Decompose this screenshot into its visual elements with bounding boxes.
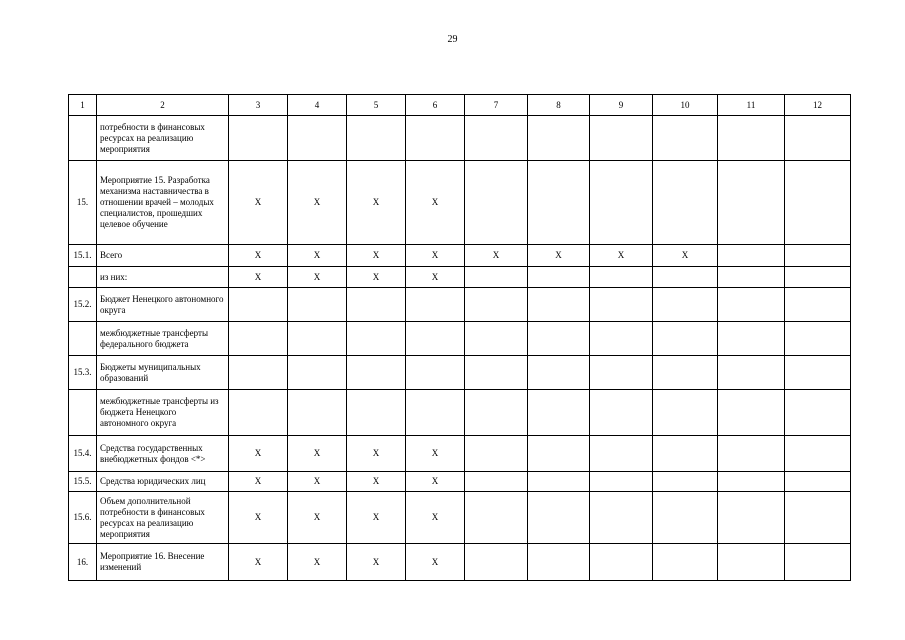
mark-cell [288,390,347,436]
mark-cell [785,322,851,356]
mark-cell [465,544,528,581]
mark-cell [785,161,851,245]
mark-cell [785,356,851,390]
mark-cell [653,472,718,492]
mark-cell: X [288,544,347,581]
table-row [69,472,851,492]
mark-cell [653,492,718,544]
mark-cell: X [528,245,590,267]
row-number [69,322,97,356]
table-row [69,436,851,472]
mark-cell [288,116,347,161]
table-row [69,492,851,544]
mark-cell [347,288,406,322]
column-header: 4 [288,95,347,116]
mark-cell [229,390,288,436]
mark-cell [785,245,851,267]
row-name: межбюджетные трансферты федерального бюджета [97,322,229,356]
table-row [69,267,851,288]
mark-cell [590,544,653,581]
mark-cell [785,436,851,472]
mark-cell [653,288,718,322]
row-number [69,390,97,436]
mark-cell [718,288,785,322]
mark-cell [590,322,653,356]
mark-cell [465,472,528,492]
mark-cell: X [406,161,465,245]
table-row [69,161,851,245]
row-number: 15.3. [69,356,97,390]
mark-cell [528,356,590,390]
column-header: 8 [528,95,590,116]
table-row [69,116,851,161]
mark-cell [528,161,590,245]
column-header: 6 [406,95,465,116]
mark-cell: X [229,472,288,492]
mark-cell [785,390,851,436]
row-number [69,267,97,288]
mark-cell: X [229,492,288,544]
mark-cell: X [229,161,288,245]
mark-cell [465,267,528,288]
mark-cell [718,356,785,390]
mark-cell [785,544,851,581]
mark-cell [718,267,785,288]
mark-cell: X [288,472,347,492]
row-number: 15. [69,161,97,245]
mark-cell: X [347,472,406,492]
mark-cell [528,322,590,356]
mark-cell: X [288,161,347,245]
mark-cell [465,288,528,322]
mark-cell [465,322,528,356]
row-name: Мероприятие 15. Разработка механизма наставничества в отношении врачей – молодых специалистов, прошедших целевое обучение [97,161,229,245]
row-name: Средства юридических лиц [97,472,229,492]
mark-cell [229,116,288,161]
mark-cell [590,492,653,544]
mark-cell: X [347,544,406,581]
row-name: Объем дополнительной потребности в финансовых ресурсах на реализацию мероприятия [97,492,229,544]
mark-cell [590,472,653,492]
row-name: межбюджетные трансферты из бюджета Ненецкого автономного округа [97,390,229,436]
mark-cell [590,267,653,288]
mark-cell [590,436,653,472]
mark-cell: X [590,245,653,267]
row-name: из них: [97,267,229,288]
mark-cell [590,356,653,390]
mark-cell: X [288,267,347,288]
mark-cell: X [288,436,347,472]
mark-cell: X [347,161,406,245]
mark-cell [718,116,785,161]
table-row [69,544,851,581]
mark-cell [590,288,653,322]
mark-cell [528,544,590,581]
mark-cell: X [406,245,465,267]
mark-cell [229,356,288,390]
mark-cell [653,322,718,356]
table-row [69,390,851,436]
mark-cell: X [229,544,288,581]
mark-cell [718,492,785,544]
row-name: Бюджеты муниципальных образований [97,356,229,390]
column-header: 10 [653,95,718,116]
mark-cell [347,116,406,161]
mark-cell [465,492,528,544]
column-header: 9 [590,95,653,116]
row-number: 15.1. [69,245,97,267]
mark-cell [406,288,465,322]
column-header: 5 [347,95,406,116]
mark-cell [528,492,590,544]
row-name: Средства государственных внебюджетных фондов <*> [97,436,229,472]
mark-cell: X [347,245,406,267]
mark-cell [785,472,851,492]
mark-cell [590,116,653,161]
mark-cell: X [288,245,347,267]
row-number: 16. [69,544,97,581]
mark-cell [718,390,785,436]
mark-cell [406,356,465,390]
mark-cell: X [465,245,528,267]
mark-cell [347,322,406,356]
mark-cell: X [406,436,465,472]
mark-cell [718,544,785,581]
mark-cell [718,161,785,245]
mark-cell [653,116,718,161]
mark-cell: X [288,492,347,544]
table-row [69,322,851,356]
mark-cell [406,116,465,161]
mark-cell: X [653,245,718,267]
mark-cell: X [229,245,288,267]
mark-cell: X [406,267,465,288]
mark-cell [465,161,528,245]
mark-cell [465,356,528,390]
mark-cell [288,322,347,356]
mark-cell: X [406,544,465,581]
row-number: 15.5. [69,472,97,492]
mark-cell [718,322,785,356]
mark-cell [406,390,465,436]
table-row [69,288,851,322]
mark-cell: X [229,436,288,472]
mark-cell [590,390,653,436]
mark-cell [347,356,406,390]
mark-cell [653,267,718,288]
mark-cell [785,288,851,322]
mark-cell [229,288,288,322]
row-name: Бюджет Ненецкого автономного округа [97,288,229,322]
mark-cell: X [347,436,406,472]
mark-cell [229,322,288,356]
column-header: 11 [718,95,785,116]
row-number: 15.2. [69,288,97,322]
mark-cell: X [229,267,288,288]
mark-cell [653,436,718,472]
mark-cell [347,390,406,436]
mark-cell [785,116,851,161]
mark-cell [785,267,851,288]
mark-cell [590,161,653,245]
page-number: 29 [447,34,458,45]
column-header: 12 [785,95,851,116]
mark-cell [528,267,590,288]
mark-cell [785,492,851,544]
row-name: Всего [97,245,229,267]
mark-cell [288,356,347,390]
header-row [69,95,851,116]
row-name: Мероприятие 16. Внесение изменений [97,544,229,581]
column-header: 7 [465,95,528,116]
mark-cell [528,116,590,161]
row-name: потребности в финансовых ресурсах на реализацию мероприятия [97,116,229,161]
program-table [68,94,851,581]
mark-cell [528,288,590,322]
mark-cell [653,356,718,390]
row-number: 15.4. [69,436,97,472]
table-row [69,356,851,390]
mark-cell [653,544,718,581]
mark-cell [288,288,347,322]
mark-cell: X [347,492,406,544]
mark-cell [653,390,718,436]
row-number: 15.6. [69,492,97,544]
mark-cell [528,472,590,492]
mark-cell [406,322,465,356]
mark-cell: X [406,472,465,492]
mark-cell [653,161,718,245]
mark-cell [528,390,590,436]
mark-cell [465,436,528,472]
column-header: 2 [97,95,229,116]
row-number [69,116,97,161]
mark-cell: X [406,492,465,544]
column-header: 1 [69,95,97,116]
mark-cell: X [347,267,406,288]
mark-cell [718,472,785,492]
mark-cell [528,436,590,472]
table-row [69,245,851,267]
mark-cell [465,390,528,436]
mark-cell [718,245,785,267]
mark-cell [718,436,785,472]
column-header: 3 [229,95,288,116]
mark-cell [465,116,528,161]
